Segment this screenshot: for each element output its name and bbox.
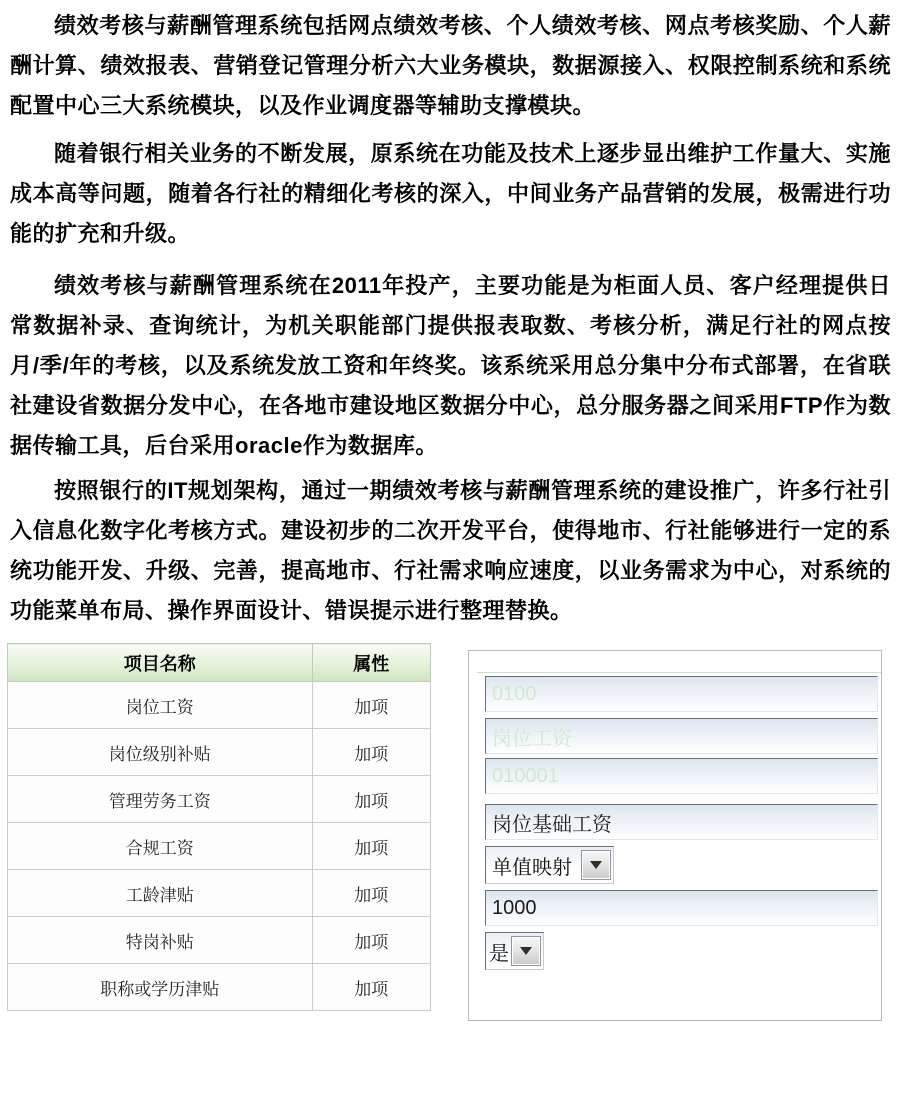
amount-input[interactable]: [485, 890, 878, 926]
item-name-cell: 岗位级别补贴: [8, 729, 313, 776]
paragraph-1: 绩效考核与薪酬管理系统包括网点绩效考核、个人绩效考核、网点考核奖励、个人薪酬计算、绩效报表、营销登记管理分析六大业务模块，数据源接入、权限控制系统和系统配置中心三大系统模块，以及作业调度器等辅助支撑模块。: [10, 13, 891, 118]
table-row: [8, 682, 431, 729]
table-row: [8, 964, 431, 1011]
enabled-flag-select[interactable]: [485, 932, 544, 970]
item-name-cell: 管理劳务工资: [8, 776, 313, 823]
item-name-cell: 职称或学历津贴: [8, 964, 313, 1011]
item-name-cell: 工龄津贴: [8, 870, 313, 917]
item-code-input: [485, 676, 878, 712]
enabled-flag-dropdown-button[interactable]: [511, 936, 541, 966]
attribute-cell: 加项: [312, 964, 430, 1011]
attribute-cell: 加项: [312, 917, 430, 964]
salary-items-table-wrap: [7, 643, 431, 1011]
table-row: [8, 776, 431, 823]
chevron-down-icon: [520, 947, 532, 955]
item-name-input: [485, 718, 878, 754]
mapping-type-value: 单值映射: [492, 856, 572, 879]
table-row: [8, 917, 431, 964]
form-fields: [469, 676, 881, 970]
body-text: [10, 6, 891, 631]
table-header-row: [8, 644, 431, 682]
panel-divider: [477, 672, 881, 673]
mapping-type-select[interactable]: [485, 846, 614, 884]
salary-items-table: [7, 643, 431, 1011]
table-row: [8, 729, 431, 776]
mapping-type-dropdown-button[interactable]: [581, 850, 611, 880]
paragraph-3: 绩效考核与薪酬管理系统在2011年投产，主要功能是为柜面人员、客户经理提供日常数据补录、查询统计，为机关职能部门提供报表取数、考核分析，满足行社的网点按月/季/年的考核，以及系统发放工资和年终奖。该系统采用总分集中分布式部署，在省联社建设省数据分发中心，在各地市建设地区数据分中心，总分服务器之间采用FTP作为数据传输工具，后台采用oracle作为数据库。: [10, 273, 891, 458]
attribute-cell: 加项: [312, 776, 430, 823]
subitem-code-input: [485, 758, 878, 794]
attribute-cell: 加项: [312, 729, 430, 776]
attribute-cell: 加项: [312, 823, 430, 870]
column-header-attribute: 属性: [312, 644, 430, 682]
item-name-cell: 岗位工资: [8, 682, 313, 729]
chevron-down-icon: [590, 861, 602, 869]
item-name-cell: 特岗补贴: [8, 917, 313, 964]
enabled-flag-value: 是: [489, 942, 509, 965]
paragraph-2: 随着银行相关业务的不断发展，原系统在功能及技术上逐步显出维护工作量大、实施成本高等问题，随着各行社的精细化考核的深入，中间业务产品营销的发展，极需进行功能的扩充和升级。: [10, 141, 891, 246]
attribute-cell: 加项: [312, 870, 430, 917]
paragraph-4: 按照银行的IT规划架构，通过一期绩效考核与薪酬管理系统的建设推广，许多行社引入信息化数字化考核方式。建设初步的二次开发平台，使得地市、行社能够进行一定的系统功能开发、升级、完善，提高地市、行社需求响应速度，以业务需求为中心，对系统的功能菜单布局、操作界面设计、错误提示进行整理替换。: [10, 478, 891, 623]
table-row: [8, 870, 431, 917]
item-name-cell: 合规工资: [8, 823, 313, 870]
subitem-name-input[interactable]: [485, 804, 878, 840]
attribute-cell: 加项: [312, 682, 430, 729]
property-form-panel: [468, 650, 882, 1021]
column-header-item-name: 项目名称: [8, 644, 313, 682]
table-row: [8, 823, 431, 870]
